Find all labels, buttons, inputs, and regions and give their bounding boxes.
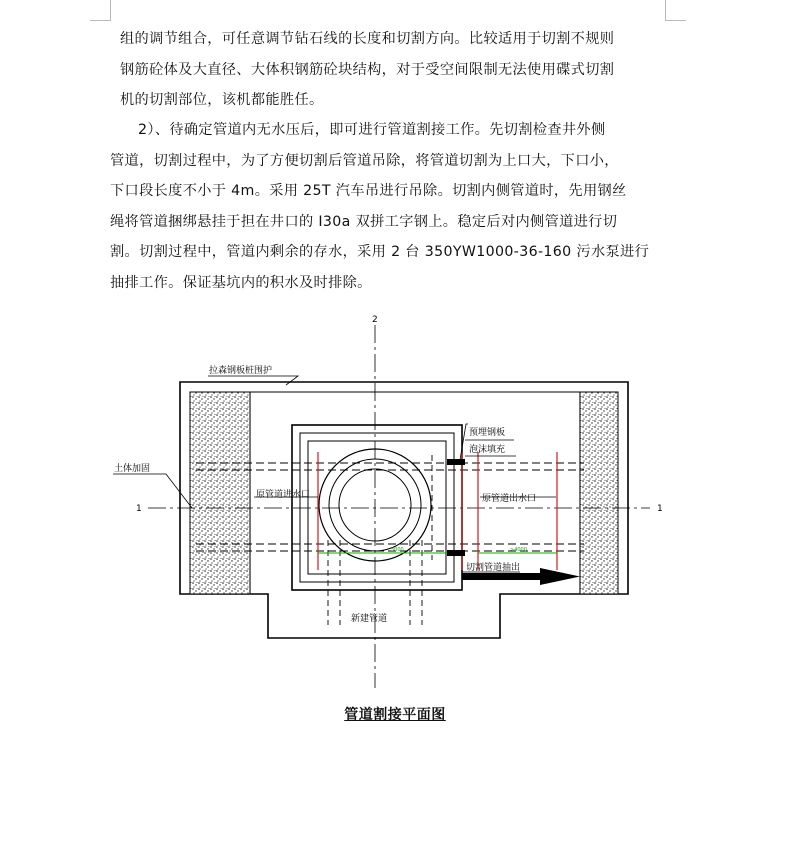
paragraph-1 — [110, 24, 666, 116]
figure-caption: 管道割接平面图 — [344, 707, 446, 723]
new-pipe-label: 新建管道 — [351, 614, 388, 624]
dashed-verticals — [328, 455, 432, 625]
paragraph-line: 抽排工作。保证基坑内的积水及时排除。 — [110, 274, 372, 291]
axis-label-1-left: 1 — [136, 504, 142, 514]
paragraph-line: 管道，切割过程中，为了方便切割后管道吊除，将管道切割为上口大，下口小， — [110, 152, 619, 169]
sheet-pile-label: 拉森钢板桩围护 — [209, 366, 273, 376]
paragraph-line: 组的调节组合，可任意调节钻石线的长度和切割方向。比较适用于切割不规则 — [120, 31, 615, 47]
page-corner-right — [665, 0, 686, 21]
pipe-cutting-plan-figure — [0, 305, 790, 705]
embedded-plate-top — [447, 459, 465, 465]
paragraph-line: 2）、待确定管道内无水压后，即可进行管道割接工作。先切割检查井外侧 — [138, 122, 606, 138]
dimension-right-label: >4000 — [510, 547, 527, 553]
outlet-label: 原管道出水口 — [482, 494, 537, 504]
paragraph-line: 机的切割部位，该机都能胜任。 — [120, 92, 324, 108]
axis-label-1-right: 1 — [657, 504, 663, 514]
soil-reinforce-label: 土体加固 — [114, 464, 151, 474]
paragraph-line: 割。切割过程中，管道内剩余的存水，采用 2 台 350YW1000-36-160 污水泵进行 — [110, 244, 650, 260]
paragraph-line: 下口段长度不小于 4m。采用 25T 汽车吊进行吊除。切割内侧管道时，先用钢丝 — [110, 183, 627, 199]
page-corner-left — [90, 0, 111, 21]
paragraph-line: 绳将管道捆绑悬挂于担在井口的 I30a 双拼工字钢上。稳定后对内侧管道进行切 — [110, 213, 618, 230]
soil-reinforcement-right — [580, 392, 618, 594]
embedded-plate-bottom — [447, 550, 465, 556]
inlet-label: 原管道进水口 — [256, 490, 311, 500]
embedded-plate-label: 预埋钢板 — [469, 428, 506, 438]
dimension-left-label: 3000 — [391, 547, 404, 553]
foam-fill-label: 泡沫填充 — [469, 445, 506, 455]
axis-label-2: 2 — [372, 315, 378, 325]
paragraph-2 — [110, 115, 666, 298]
paragraph-line: 钢筋砼体及大直径、大体积钢筋砼块结构，对于受空间限制无法使用碟式切割 — [120, 61, 615, 78]
cut-out-arrow-shaft — [462, 573, 542, 580]
soil-reinforcement-left — [190, 392, 250, 594]
cut-out-arrow-head — [540, 568, 580, 585]
cut-out-label: 切割管道抽出 — [466, 563, 521, 573]
